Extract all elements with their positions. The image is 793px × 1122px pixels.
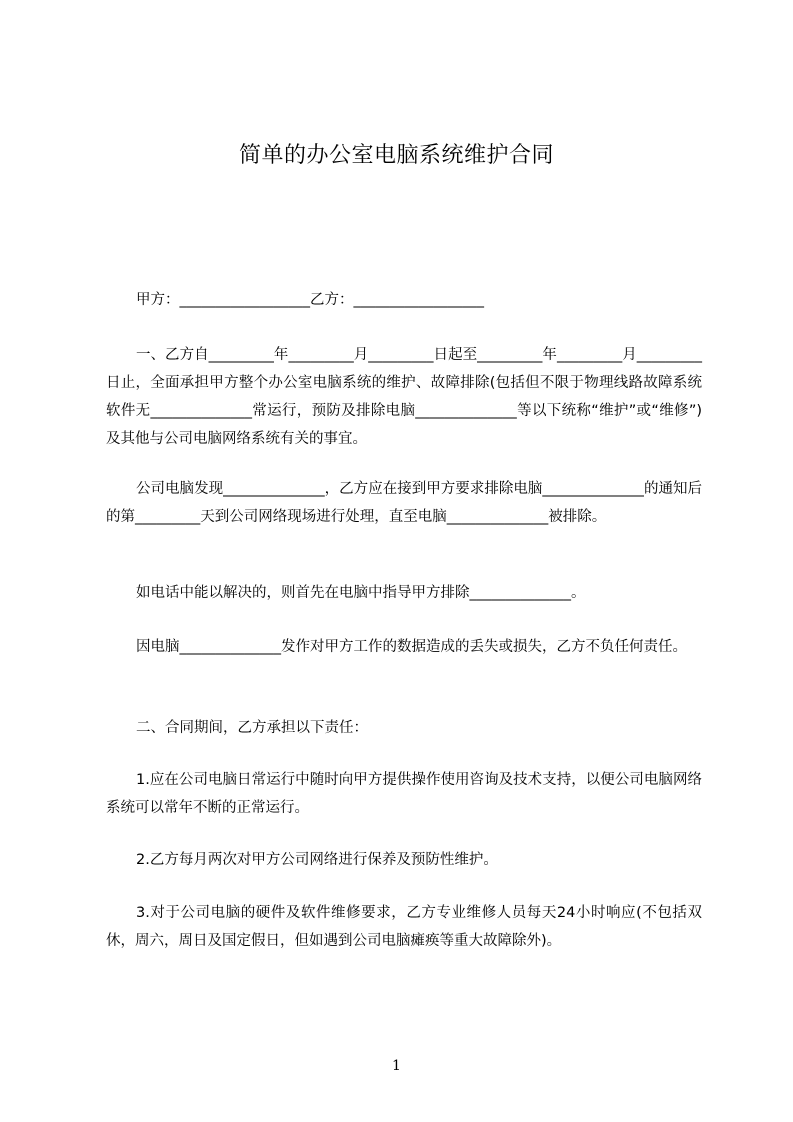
responsibility-item-2: 2.乙方每月两次对甲方公司网络进行保养及预防性维护。 <box>136 852 498 868</box>
parties-line: 甲方：__________________乙方：__________________ <box>136 292 484 308</box>
responsibility-item-1: 1.应在公司电脑日常运行中随时向甲方提供操作使用咨询及技术支持，以便公司电脑网络系统可以常年不断的正常运行。 <box>106 772 702 816</box>
document-title: 简单的办公室电脑系统维护合同 <box>238 143 554 168</box>
clause-1-paragraph: 一、乙方自_________年_________月_________日起至_________年_________月_________日止，全面承担甲方整个办公室电脑系统的维护、故障排除(包括但不限于物理线路故障系统软件无______________常运行，预防及排除电脑______________等以下统称“维护”或“维修”)及其他与公司电脑网络系统有关的事宜。 <box>106 347 702 447</box>
section-2-heading: 二、合同期间，乙方承担以下责任： <box>136 720 368 736</box>
fault-report-paragraph: 公司电脑发现______________，乙方应在接到甲方要求排除电脑______________的通知后的第_________天到公司网络现场进行处理，直至电脑______________被排除。 <box>106 481 702 525</box>
phone-support-paragraph: 如电话中能以解决的，则首先在电脑中指导甲方排除______________。 <box>136 585 586 601</box>
page-number: 1 <box>392 1058 401 1074</box>
liability-paragraph: 因电脑______________发作对甲方工作的数据造成的丢失或损失，乙方不负任何责任。 <box>136 639 687 655</box>
responsibility-item-3: 3.对于公司电脑的硬件及软件维修要求，乙方专业维修人员每天24小时响应(不包括双休，周六，周日及国定假日，但如遇到公司电脑瘫痪等重大故障除外)。 <box>106 905 702 949</box>
